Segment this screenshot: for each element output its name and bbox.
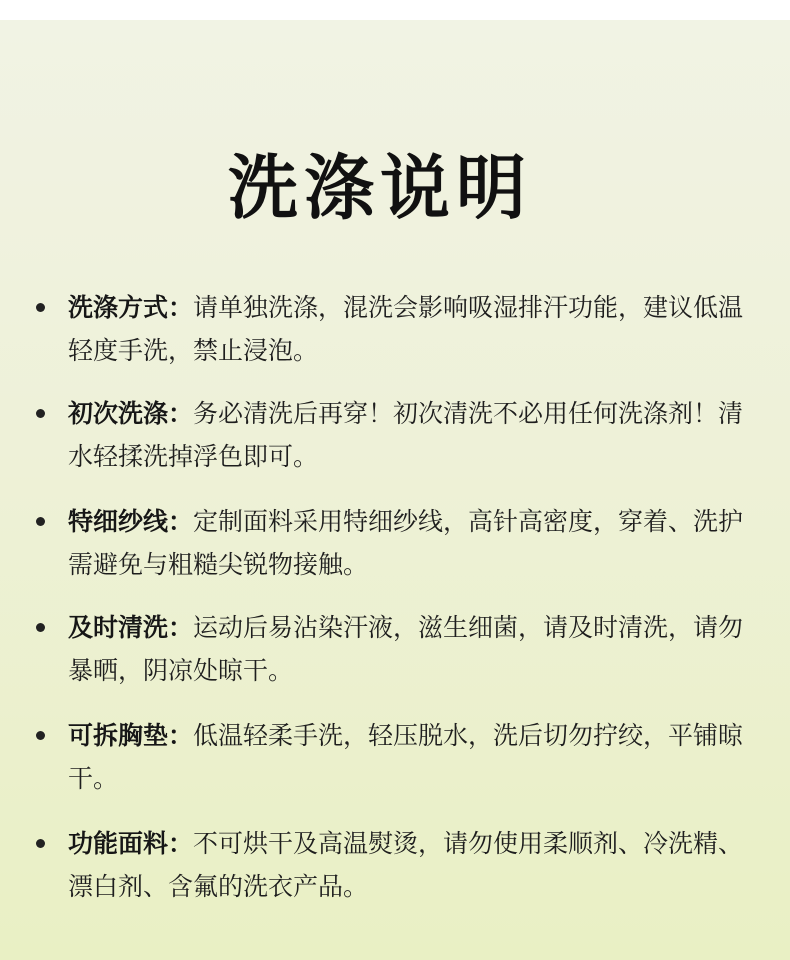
- bullet-icon: [36, 517, 45, 526]
- list-item-text: [68, 392, 768, 478]
- list-item-body: 不可烘干及高温熨烫，请勿使用柔顺剂、冷洗精、漂白剂、含氟的洗衣产品。: [68, 829, 744, 901]
- list-item-fine-yarn: [0, 500, 790, 600]
- list-item-label: 特细纱线：: [68, 507, 194, 536]
- list-item-text: [68, 286, 768, 372]
- list-item-text: [68, 500, 768, 586]
- list-item-label: 功能面料：: [68, 829, 194, 858]
- list-item-label: 初次洗涤：: [68, 399, 194, 428]
- list-item-body: 请单独洗涤，混洗会影响吸湿排汗功能，建议低温轻度手洗，禁止浸泡。: [68, 293, 744, 365]
- list-item-body: 务必清洗后再穿！初次清洗不必用任何洗涤剂！清水轻揉洗掉浮色即可。: [68, 399, 744, 471]
- care-instructions-panel: [0, 20, 790, 960]
- list-item-text: [68, 822, 768, 908]
- list-item-first-wash: [0, 392, 790, 492]
- bullet-icon: [36, 623, 45, 632]
- page-title: 洗涤说明: [228, 147, 532, 229]
- list-item-label: 及时清洗：: [68, 613, 194, 642]
- list-item-text: [68, 714, 768, 800]
- list-item-functional-fabric: [0, 822, 790, 922]
- list-item-removable-pads: [0, 714, 790, 814]
- list-item-body: 低温轻柔手洗，轻压脱水，洗后切勿拧绞，平铺晾干。: [68, 721, 744, 793]
- list-item-text: [68, 606, 768, 692]
- list-item-label: 可拆胸垫：: [68, 721, 194, 750]
- list-item-body: 定制面料采用特细纱线，高针高密度，穿着、洗护需避免与粗糙尖锐物接触。: [68, 507, 744, 579]
- list-item-body: 运动后易沾染汗液，滋生细菌，请及时清洗，请勿暴晒，阴凉处晾干。: [68, 613, 744, 685]
- list-item-timely-wash: [0, 606, 790, 706]
- list-item-label: 洗涤方式：: [68, 293, 194, 322]
- bullet-icon: [36, 409, 45, 418]
- list-item-wash-method: [0, 286, 790, 386]
- bullet-icon: [36, 303, 45, 312]
- bullet-icon: [36, 731, 45, 740]
- bullet-icon: [36, 839, 45, 848]
